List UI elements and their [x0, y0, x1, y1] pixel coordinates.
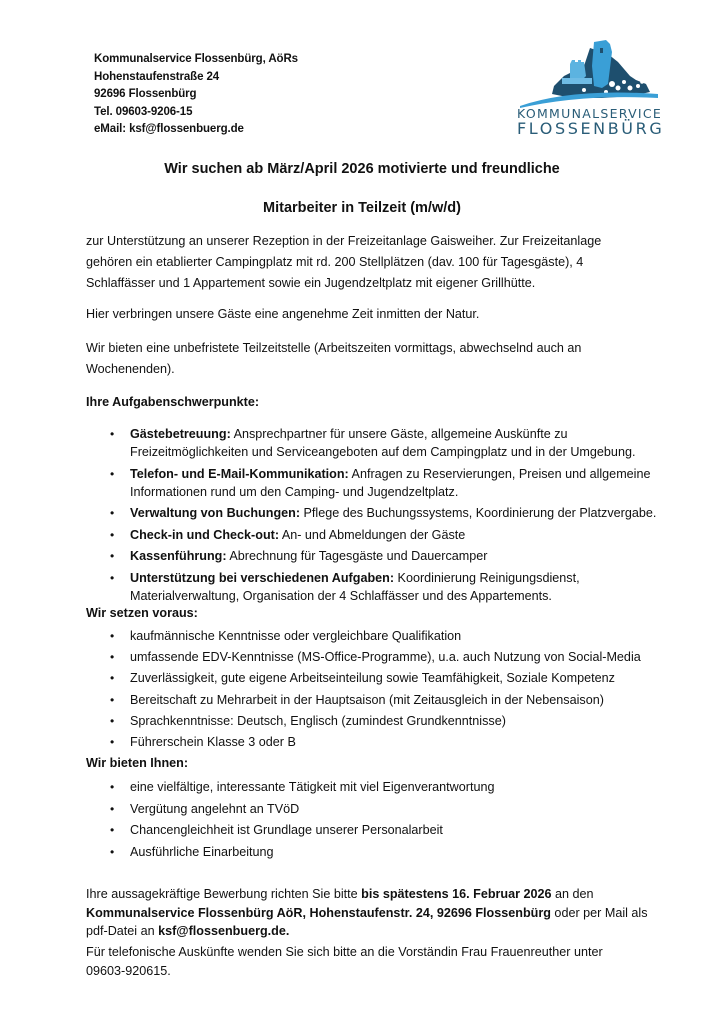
requirement-item: • kaufmännische Kenntnisse oder vergleichbare Qualifikation [110, 629, 462, 643]
sender-phone: Tel. 09603-9206-15 [94, 105, 193, 118]
sender-city: 92696 Flossenbürg [94, 88, 197, 100]
task-label: Check-in und Check-out: [130, 527, 280, 542]
requirements-heading: Wir setzen voraus: [86, 606, 198, 620]
task-text: Koordinierung Reinigungsdienst, [394, 570, 580, 585]
bullet-icon: • [110, 650, 115, 665]
bullet-icon: • [110, 844, 115, 859]
offer-item: • eine vielfältige, interessante Tätigkeit mit viel Eigenverantwortung [110, 780, 495, 794]
requirement-item: • umfassende EDV-Kenntnisse (MS-Office-Programme), u.a. auch Nutzung von Social-Media [110, 650, 641, 665]
requirement-item: • Führerschein Klasse 3 oder B [110, 734, 296, 749]
offers-list [106, 778, 686, 864]
task-text: Abrechnung für Tagesgäste und Dauercamper [226, 549, 488, 563]
task-label: Unterstützung bei verschiedenen Aufgaben: [130, 570, 395, 585]
contact-phone: 09603-920615. [86, 963, 171, 978]
intro-paragraph [86, 231, 686, 294]
bullet-icon: • [110, 823, 115, 837]
requirement-item: • Zuverlässigkeit, gute eigene Arbeitseinteilung sowie Teamfähigkeit, Soziale Kompetenz [110, 671, 615, 686]
headline-position-title: Mitarbeiter in Teilzeit (m/w/d) [263, 200, 461, 216]
bullet-icon: • [110, 671, 115, 686]
nature-paragraph [86, 304, 686, 325]
deadline: bis spätestens 16. Februar 2026 [361, 887, 552, 901]
task-label: Gästebetreuung: [130, 427, 231, 441]
bullet-icon: • [110, 506, 115, 520]
task-text: Ansprechpartner für unsere Gäste, allgemeine Auskünfte zu [230, 427, 568, 441]
offers-heading: Wir bieten Ihnen: [86, 756, 189, 770]
task-item [106, 504, 686, 522]
task-item [106, 569, 686, 605]
task-text: An- und Abmeldungen der Gäste [279, 527, 466, 542]
bullet-icon: • [110, 780, 115, 794]
requirements-list [106, 627, 686, 754]
bullet-icon: • [110, 713, 115, 728]
offer-line: Wochenenden). [86, 362, 175, 376]
intro-line: zur Unterstützung an unserer Rezeption in der Freizeitanlage Gaisweiher. Zur Freizeitanlage [86, 234, 602, 248]
offer-item: • Vergütung angelehnt an TVöD [110, 801, 300, 816]
requirement-item: • Bereitschaft zu Mehrarbeit in der Hauptsaison (mit Zeitausgleich in der Nebensaison) [110, 692, 604, 707]
intro-line: Schlaffässer und 1 Appartement sowie ein Jugendzeltplatz mit eigener Grillhütte. [86, 276, 536, 290]
logo-text-flossenburg: FLOSSENBÜRG [517, 119, 665, 138]
bullet-icon: • [110, 427, 115, 441]
application-instructions: Ihre aussagekräftige Bewerbung richten Sie bitte bis spätestens 16. Februar 2026 an den Kommunalservice Flossenbürg AöR, Hohenstaufenstr. 24, 92696 Flossenbürg oder per Mail als pdf-Datei an ksf@flossenbuerg.de. [86, 887, 648, 938]
bullet-icon: • [110, 801, 115, 816]
bullet-icon: • [110, 692, 115, 707]
task-text-continued: Freizeitmöglichkeiten und Serviceangeboten auf dem Campingplatz und in der Umgebung. [130, 445, 636, 459]
task-label: Telefon- und E-Mail-Kommunikation: [130, 466, 349, 481]
task-item [106, 526, 686, 544]
sender-address-block [94, 51, 298, 139]
position-offer-paragraph [86, 338, 686, 380]
bullet-icon: • [110, 549, 115, 563]
bullet-icon: • [110, 734, 115, 749]
offer-item: • Chancengleichheit ist Grundlage unserer Personalarbeit [110, 823, 443, 837]
task-text-continued: Informationen rund um den Camping- und Jugendzeltplatz. [130, 484, 459, 499]
headline-primary: Wir suchen ab März/April 2026 motivierte und freundliche [164, 161, 560, 177]
company-logo [512, 36, 665, 138]
sender-name: Kommunalservice Flossenbürg, AöRs [94, 53, 298, 65]
sender-email: eMail: ksf@flossenbuerg.de [94, 123, 244, 135]
task-text-continued: Materialverwaltung, Organisation der 4 Schlaffässer und des Appartements. [130, 588, 552, 603]
offer-item: • Ausführliche Einarbeitung [110, 844, 274, 859]
contact-line: Für telefonische Auskünfte wenden Sie sich bitte an die Vorständin Frau Frauenreuther unter [86, 945, 603, 959]
contact-info [86, 943, 686, 980]
task-item [106, 425, 686, 461]
tasks-heading: Ihre Aufgabenschwerpunkte: [86, 395, 260, 409]
offer-line: Wir bieten eine unbefristete Teilzeitstelle (Arbeitszeiten vormittags, abwechselnd auch an [86, 341, 582, 355]
application-email-link[interactable]: ksf@flossenbuerg.de. [158, 924, 290, 938]
intro-line: gehören ein etablierter Campingplatz mit rd. 200 Stellplätzen (dav. 100 für Tagesgäste), 4 [86, 255, 584, 269]
tasks-list [106, 425, 686, 608]
logo-text-kommunalservice: KOMMUNALSERVICE [517, 106, 663, 121]
task-item [106, 465, 686, 501]
application-address: Kommunalservice Flossenbürg AöR, Hohenstaufenstr. 24, 92696 Flossenbürg [86, 905, 551, 920]
bullet-icon: • [110, 527, 115, 542]
task-label: Kassenführung: [130, 549, 227, 563]
castle-ruin-icon [512, 36, 662, 108]
task-text: Pflege des Buchungssystems, Koordinierung der Platzvergabe. [300, 506, 657, 520]
sender-street: Hohenstaufenstraße 24 [94, 70, 220, 83]
task-text: Anfragen zu Reservierungen, Preisen und allgemeine [348, 466, 651, 481]
bullet-icon: • [110, 570, 115, 585]
requirement-item: • Sprachkenntnisse: Deutsch, Englisch (zumindest Grundkenntnisse) [110, 713, 506, 728]
task-item [106, 547, 686, 565]
bullet-icon: • [110, 466, 115, 481]
task-label: Verwaltung von Buchungen: [130, 506, 301, 520]
nature-text: Hier verbringen unsere Gäste eine angenehme Zeit inmitten der Natur. [86, 307, 480, 321]
bullet-icon: • [110, 629, 115, 643]
